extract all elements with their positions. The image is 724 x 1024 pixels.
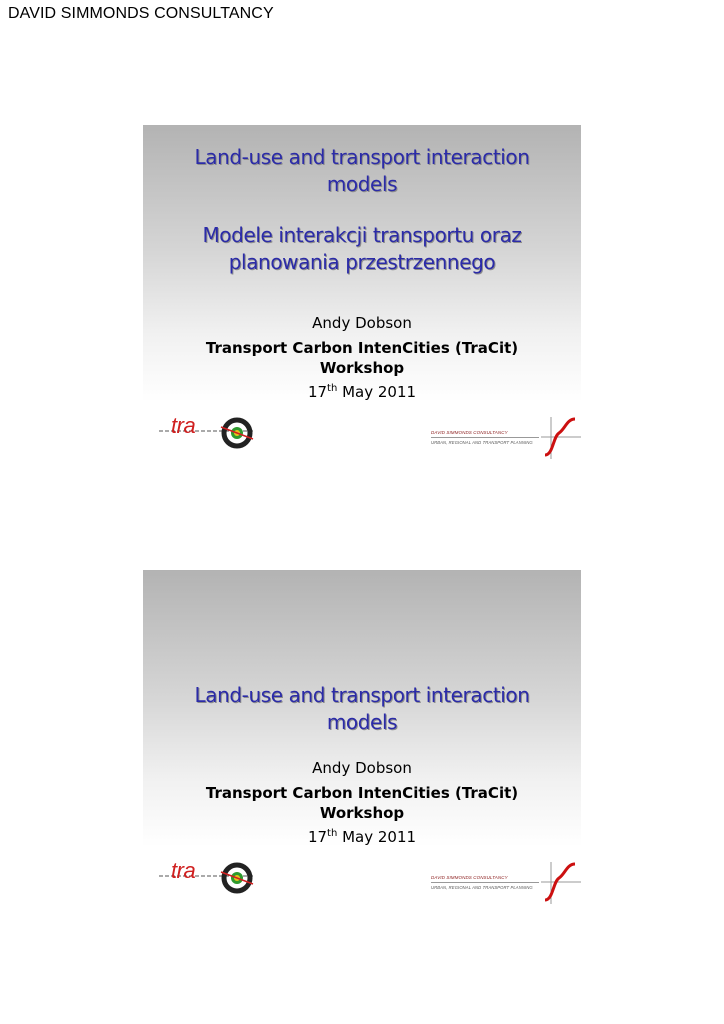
dsc-logo xyxy=(431,415,581,461)
slide-title-english xyxy=(143,144,581,198)
dsc-s-curve-icon xyxy=(541,415,581,461)
dsc-logo-divider xyxy=(431,882,539,883)
title-pl-line-1: Modele interakcji transportu oraz xyxy=(202,223,522,247)
slide-title-polish xyxy=(143,222,581,276)
dsc-logo-tagline: URBAN, REGIONAL AND TRANSPORT PLANNING xyxy=(431,440,533,445)
event-line-1: Transport Carbon IntenCities (TraCit) xyxy=(205,784,519,802)
tracit-logo xyxy=(157,854,257,900)
title-line-2: models xyxy=(326,710,398,734)
dsc-logo-name: DAVID SIMMONDS CONSULTANCY xyxy=(431,430,508,435)
date-suffix: th xyxy=(327,828,338,839)
date-day: 17 xyxy=(307,828,328,846)
title-line-1: Land-use and transport interaction xyxy=(194,145,530,169)
presentation-date xyxy=(143,383,581,401)
dsc-logo-name: DAVID SIMMONDS CONSULTANCY xyxy=(431,875,508,880)
title-line-2: models xyxy=(326,172,398,196)
dsc-s-curve-icon xyxy=(541,860,581,906)
dsc-logo xyxy=(431,860,581,906)
date-month-year: May 2011 xyxy=(337,828,417,846)
event-name xyxy=(143,783,581,823)
title-line-1: Land-use and transport interaction xyxy=(194,683,530,707)
slide-1 xyxy=(143,125,581,463)
date-suffix: th xyxy=(327,383,338,394)
author-name: Andy Dobson xyxy=(312,314,412,332)
presentation-date xyxy=(143,828,581,846)
date-day: 17 xyxy=(307,383,328,401)
dsc-logo-divider xyxy=(431,437,539,438)
event-line-2: Workshop xyxy=(319,804,405,822)
event-line-1: Transport Carbon IntenCities (TraCit) xyxy=(205,339,519,357)
slide-2 xyxy=(143,570,581,908)
tracit-logo xyxy=(157,409,257,455)
dsc-logo-tagline: URBAN, REGIONAL AND TRANSPORT PLANNING xyxy=(431,885,533,890)
title-pl-line-2: planowania przestrzennego xyxy=(228,250,496,274)
date-month-year: May 2011 xyxy=(337,383,417,401)
event-line-2: Workshop xyxy=(319,359,405,377)
slide-title-english xyxy=(143,682,581,736)
event-name xyxy=(143,338,581,378)
tracit-logo-text: tra xyxy=(171,858,196,883)
tracit-logo-text: tra xyxy=(171,413,196,438)
document-header: DAVID SIMMONDS CONSULTANCY xyxy=(8,5,274,22)
author-name: Andy Dobson xyxy=(312,759,412,777)
